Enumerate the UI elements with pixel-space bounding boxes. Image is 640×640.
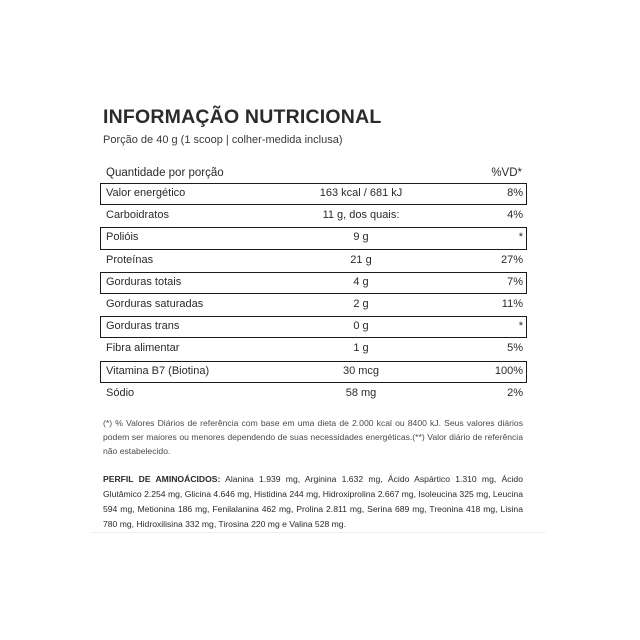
amino-profile-text: Alanina 1.939 mg, Arginina 1.632 mg, Ácido Aspártico 1.310 mg, Ácido Glutâmico 2.254 mg, Glicina 4.646 mg, Histidina 244 mg, Hidroxiprolina 2.667 mg, Isoleucina 325 mg, Leucina 594 mg, Metionina 186 mg, Fenilalanina 462 mg, Prolina 2.811 mg, Serina 689 mg, Treonina 418 mg, Lisina 780 mg, Hidroxilisina 332 mg, Tirosina 220 mg e Valina 528 mg. (103, 473, 523, 529)
table-header (103, 166, 523, 183)
nutrient-dv: 5% (507, 342, 523, 355)
nutrition-table (103, 183, 523, 405)
header-quantity: Quantidade por porção (106, 167, 224, 179)
nutrient-name: Gorduras trans (106, 320, 180, 333)
nutrient-dv: 27% (500, 253, 523, 266)
table-row-protein (103, 250, 523, 272)
nutrient-name: Polióis (106, 231, 139, 244)
nutrition-panel (103, 105, 523, 532)
divider (91, 532, 546, 533)
serving-size: Porção de 40 g (1 scoop | colher-medida inclusa) (103, 134, 343, 146)
nutrient-amount: 30 mcg (342, 364, 380, 377)
nutrient-amount: 58 mg (345, 386, 377, 399)
dv-footnote: (*) % Valores Diários de referência com base em uma dieta de 2.000 kcal ou 8400 kJ. Seus valores diários podem ser maiores ou menores dependendo de suas necessidades energéticas.(**) Valor diário de referência não estabelecido. (103, 417, 523, 456)
nutrient-dv: * (518, 231, 523, 244)
amino-acid-profile (103, 472, 523, 532)
nutrient-name: Valor energético (106, 187, 186, 199)
panel-title: INFORMAÇÃO NUTRICIONAL (103, 106, 382, 128)
table-row-saturated-fat (103, 294, 523, 316)
table-row-polyols (100, 227, 527, 249)
nutrient-amount: 2 g (353, 297, 369, 310)
nutrient-dv: 2% (507, 386, 523, 399)
nutrient-amount: 163 kcal / 681 kJ (319, 187, 403, 199)
nutrient-name: Gorduras saturadas (106, 297, 204, 310)
amino-profile-label: PERFIL DE AMINOÁCIDOS: (103, 473, 221, 484)
table-row-energy (100, 183, 527, 205)
nutrient-amount: 11 g, dos quais: (322, 209, 400, 222)
table-row-carbs (103, 205, 523, 227)
nutrient-name: Fibra alimentar (106, 342, 180, 355)
nutrient-amount: 0 g (353, 320, 369, 333)
nutrient-dv: * (518, 320, 523, 333)
table-row-total-fat (100, 272, 527, 294)
nutrient-name: Gorduras totais (106, 275, 182, 288)
header-dv: %VD* (491, 167, 522, 179)
nutrient-name: Vitamina B7 (Biotina) (106, 364, 210, 377)
nutrient-dv: 100% (494, 364, 523, 377)
nutrient-amount: 21 g (350, 253, 372, 266)
nutrient-dv: 4% (507, 209, 523, 222)
table-row-trans-fat (100, 316, 527, 338)
table-row-fiber (103, 338, 523, 360)
nutrient-amount: 9 g (353, 231, 369, 244)
nutrient-amount: 1 g (353, 342, 369, 355)
nutrient-dv: 11% (501, 297, 523, 310)
nutrient-name: Proteínas (106, 253, 154, 266)
nutrient-name: Carboidratos (106, 209, 169, 222)
nutrient-dv: 8% (507, 187, 523, 199)
table-row-sodium (103, 383, 523, 405)
table-row-biotin (100, 361, 527, 383)
nutrient-amount: 4 g (353, 275, 369, 288)
nutrient-name: Sódio (106, 386, 135, 399)
nutrient-dv: 7% (507, 275, 523, 288)
